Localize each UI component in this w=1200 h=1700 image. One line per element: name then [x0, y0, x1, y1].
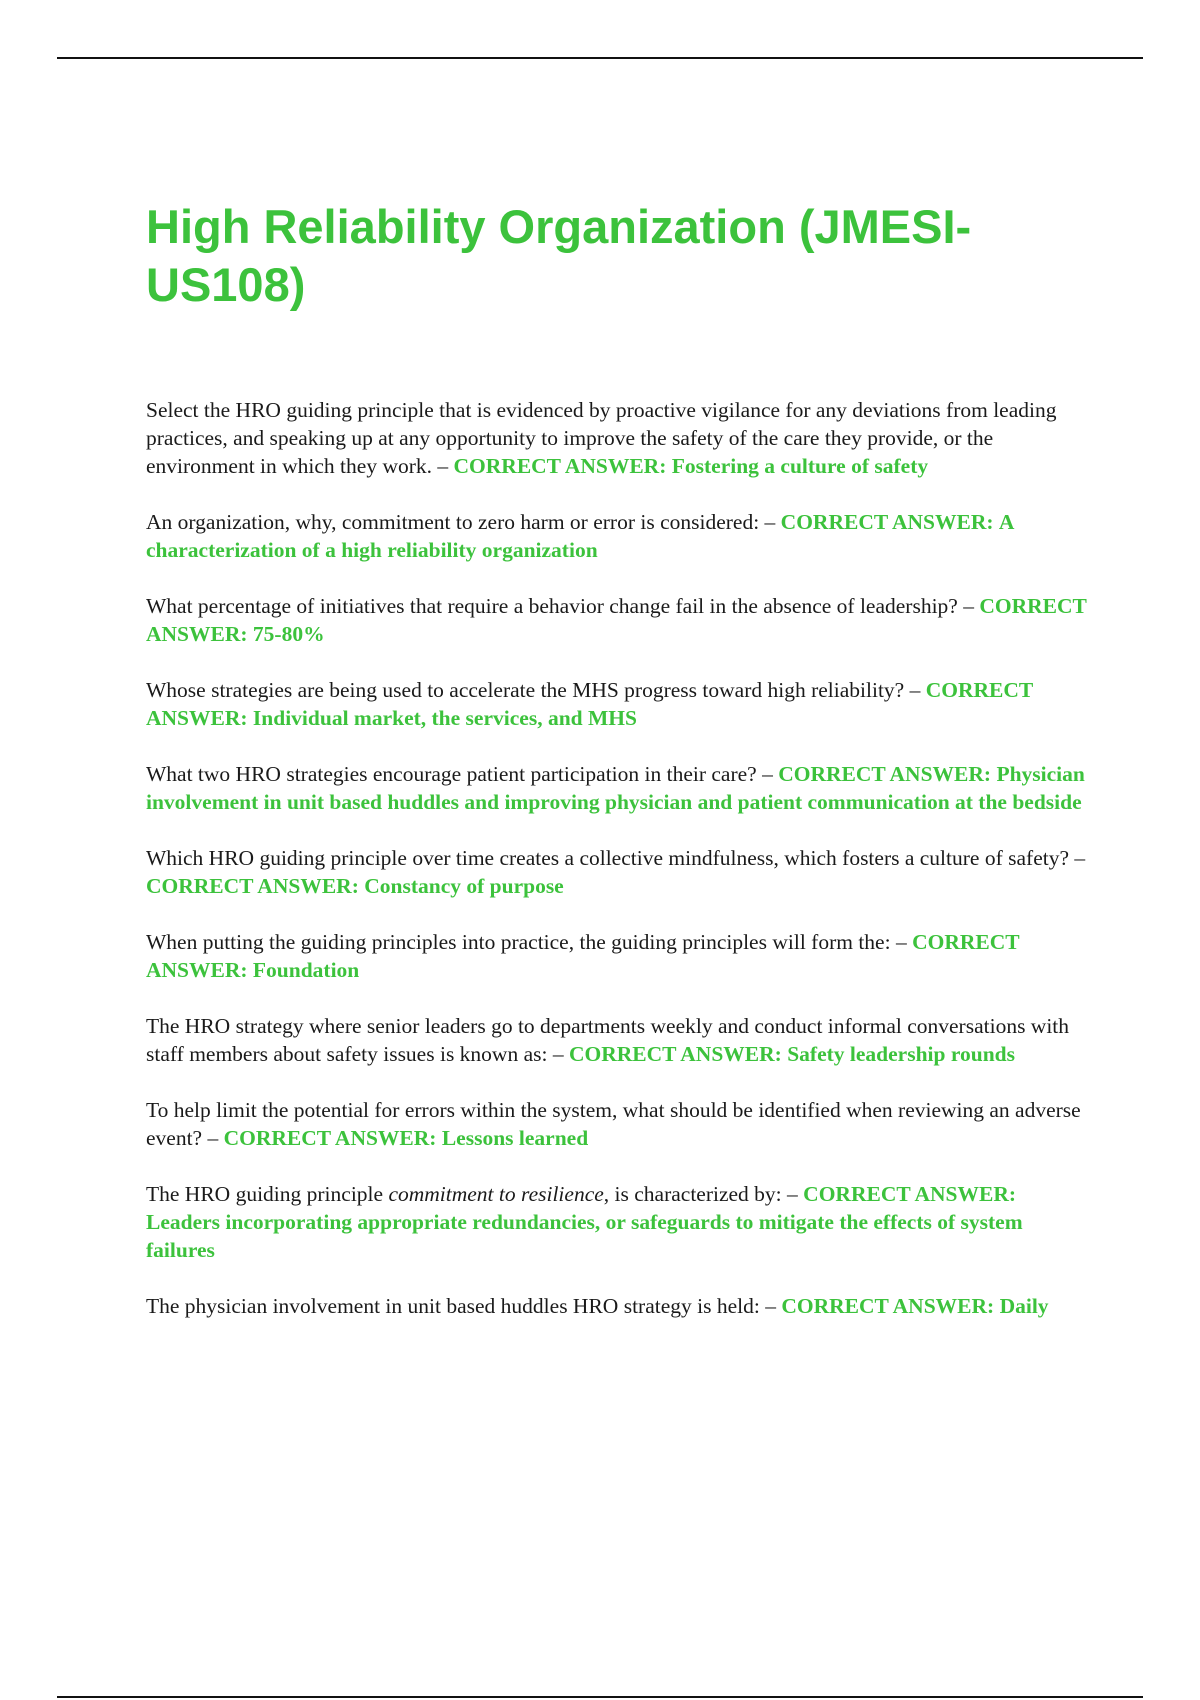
answer-prefix: CORRECT ANSWER:	[780, 510, 994, 534]
answer-text: Constancy of purpose	[364, 874, 564, 898]
separator: –	[1074, 846, 1086, 870]
question-text: When putting the guiding principles into practice, the guiding principles will form the:	[146, 930, 891, 954]
question-text: The physician involvement in unit based huddles HRO strategy is held:	[146, 1294, 760, 1318]
separator: –	[895, 930, 907, 954]
answer-text: 75-80%	[252, 622, 325, 646]
qa-item-5	[146, 760, 1094, 816]
separator: –	[765, 1294, 776, 1318]
question-text: Select the HRO guiding principle that is evidenced by proactive vigilance for any deviations from leading practices, and speaking up at any opportunity to improve the safety of the care they provide, or the environment in which they work.	[146, 398, 1057, 478]
qa-item-11	[146, 1292, 1094, 1320]
qa-list	[146, 396, 1094, 1348]
answer-prefix: CORRECT ANSWER:	[146, 874, 359, 898]
answer-text: Fostering a culture of safety	[671, 454, 929, 478]
separator: –	[909, 678, 921, 702]
separator: –	[762, 762, 773, 786]
qa-item-3	[146, 592, 1094, 648]
separator: –	[552, 1042, 564, 1066]
answer-text: Foundation	[252, 958, 360, 982]
answer-prefix: CORRECT ANSWER:	[568, 1042, 782, 1066]
question-text: The HRO strategy where senior leaders go to departments weekly and conduct informal conversations with staff members about safety issues is known as:	[146, 1014, 1070, 1066]
question-text: An organization, why, commitment to zero harm or error is considered:	[146, 510, 760, 534]
answer-prefix: CORRECT ANSWER:	[803, 1182, 1017, 1206]
separator: –	[764, 510, 776, 534]
answer-prefix: CORRECT ANSWER:	[453, 454, 667, 478]
question-text-after: , is characterized by:	[603, 1182, 782, 1206]
qa-item-9	[146, 1096, 1094, 1152]
answer-prefix: CORRECT ANSWER:	[146, 930, 1020, 982]
answer-text: Daily	[999, 1294, 1049, 1318]
page-title: High Reliability Organization (JMESI-US108)	[146, 200, 972, 311]
question-text: Which HRO guiding principle over time creates a collective mindfulness, which fosters a culture of safety?	[146, 846, 1069, 870]
question-text: What two HRO strategies encourage patient participation in their care?	[146, 762, 757, 786]
answer-text: Safety leadership rounds	[787, 1042, 1015, 1066]
answer-prefix: CORRECT ANSWER:	[778, 762, 992, 786]
answer-prefix: CORRECT ANSWER:	[146, 678, 1033, 730]
answer-prefix: CORRECT ANSWER:	[781, 1294, 995, 1318]
question-emphasis: commitment to resilience	[388, 1182, 604, 1206]
answer-prefix: CORRECT ANSWER:	[146, 594, 1087, 646]
header-rule	[57, 57, 1143, 59]
qa-item-6	[146, 844, 1094, 900]
qa-item-7	[146, 928, 1094, 984]
question-text-before: The HRO guiding principle	[146, 1182, 384, 1206]
question-text: Whose strategies are being used to accelerate the MHS progress toward high reliability?	[146, 678, 905, 702]
separator: –	[963, 594, 974, 618]
question-text: To help limit the potential for errors within the system, what should be identified when reviewing an adverse event?	[146, 1098, 1081, 1150]
qa-item-4	[146, 676, 1094, 732]
separator: –	[207, 1126, 219, 1150]
qa-item-8	[146, 1012, 1094, 1068]
answer-text: A characterization of a high reliability organization	[146, 510, 1014, 562]
answer-prefix: CORRECT ANSWER:	[223, 1126, 437, 1150]
separator: –	[787, 1182, 798, 1206]
qa-item-1	[146, 396, 1094, 480]
answer-text: Leaders incorporating appropriate redundancies, or safeguards to mitigate the effects of system failures	[146, 1210, 1023, 1262]
question-text: What percentage of initiatives that require a behavior change fail in the absence of leadership?	[146, 594, 958, 618]
answer-text: Physician involvement in unit based huddles and improving physician and patient communication at the bedside	[146, 762, 1085, 814]
qa-item-2	[146, 508, 1094, 564]
answer-text: Individual market, the services, and MHS	[252, 706, 637, 730]
answer-text: Lessons learned	[441, 1126, 589, 1150]
qa-item-10	[146, 1180, 1094, 1264]
separator: –	[437, 454, 449, 478]
footer-rule	[57, 1696, 1143, 1698]
